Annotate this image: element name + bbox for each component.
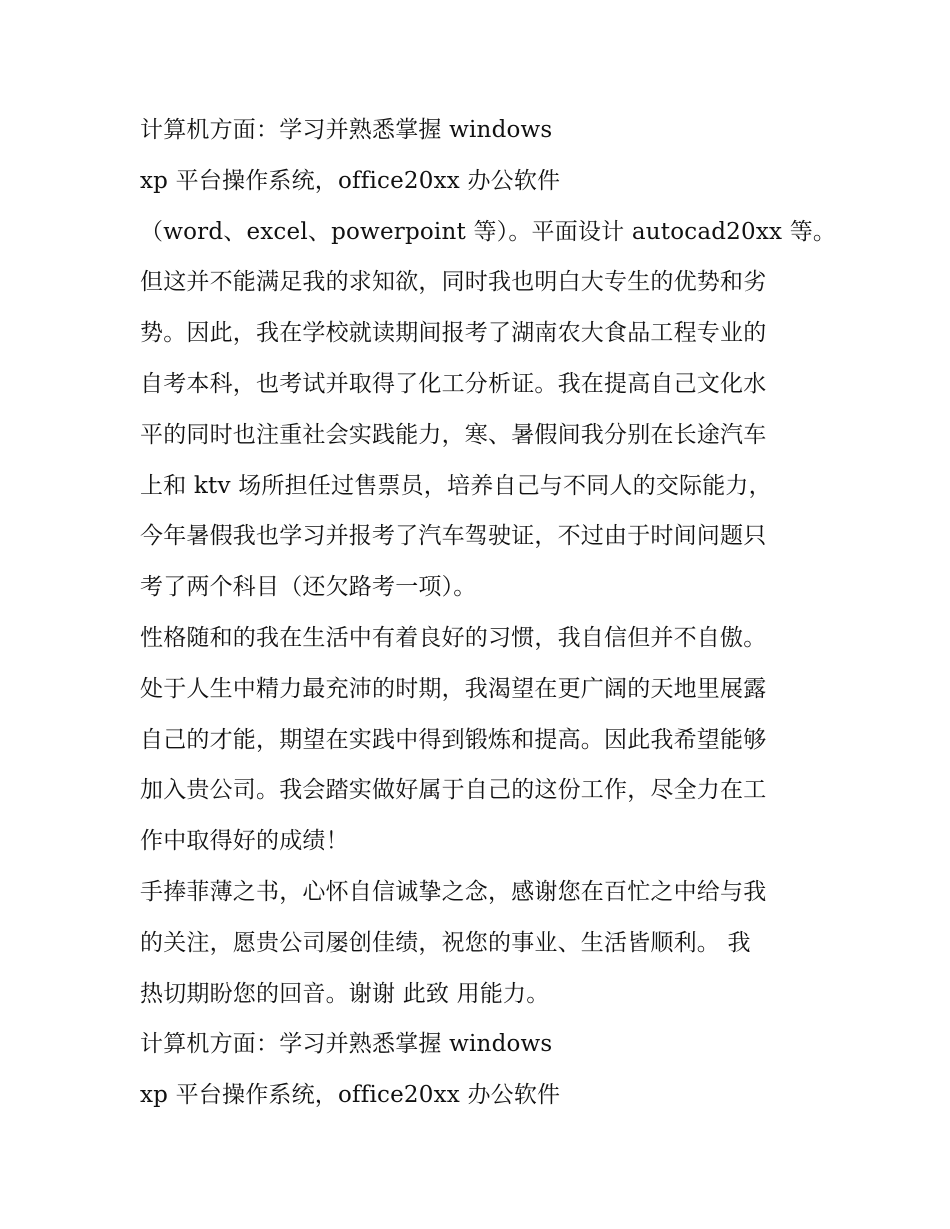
text-line: 考了两个科目（还欠路考一项）。 <box>140 574 477 601</box>
text-line: xp 平台操作系统，office20xx 办公软件 <box>140 1082 561 1109</box>
text-line: 但这并不能满足我的求知欲，同时我也明白大专生的优势和劣 <box>140 269 767 296</box>
text-line: 上和 ktv 场所担任过售票员，培养自己与不同人的交际能力， <box>140 472 772 499</box>
text-line: 自考本科，也考试并取得了化工分析证。我在提高自己文化水 <box>140 370 767 397</box>
text-line: 平的同时也注重社会实践能力，寒、暑假间我分别在长途汽车 <box>140 421 767 448</box>
text-line: 今年暑假我也学习并报考了汽车驾驶证，不过由于时间问题只 <box>140 523 767 550</box>
text-line: 势。因此，我在学校就读期间报考了湖南农大食品工程专业的 <box>140 320 767 347</box>
text-line: 手捧菲薄之书，心怀自信诚挚之念，感谢您在百忙之中给与我 <box>140 878 767 905</box>
text-line: 加入贵公司。我会踏实做好属于自己的这份工作，尽全力在工 <box>140 777 767 804</box>
text-line: 热切期盼您的回音。谢谢 此致 用能力。 <box>140 980 550 1007</box>
text-line: 性格随和的我在生活中有着良好的习惯，我自信但并不自傲。 <box>140 624 767 651</box>
text-line: xp 平台操作系统，office20xx 办公软件 <box>140 167 561 194</box>
text-line: 计算机方面：学习并熟悉掌握 windows <box>140 117 553 143</box>
text-line: 处于人生中精力最充沛的时期，我渴望在更广阔的天地里展露 <box>140 675 767 702</box>
text-line: （word、excel、powerpoint 等）。平面设计 autocad20xx 等。 <box>140 218 837 245</box>
text-line: 作中取得好的成绩！ <box>140 828 349 855</box>
text-line: 计算机方面：学习并熟悉掌握 windows <box>140 1031 553 1058</box>
document-body <box>140 112 837 1128</box>
text-line: 自己的才能，期望在实践中得到锻炼和提高。因此我希望能够 <box>140 726 767 753</box>
text-line: 的关注，愿贵公司屡创佳绩，祝您的事业、生活皆顺利。 我 <box>140 929 751 956</box>
